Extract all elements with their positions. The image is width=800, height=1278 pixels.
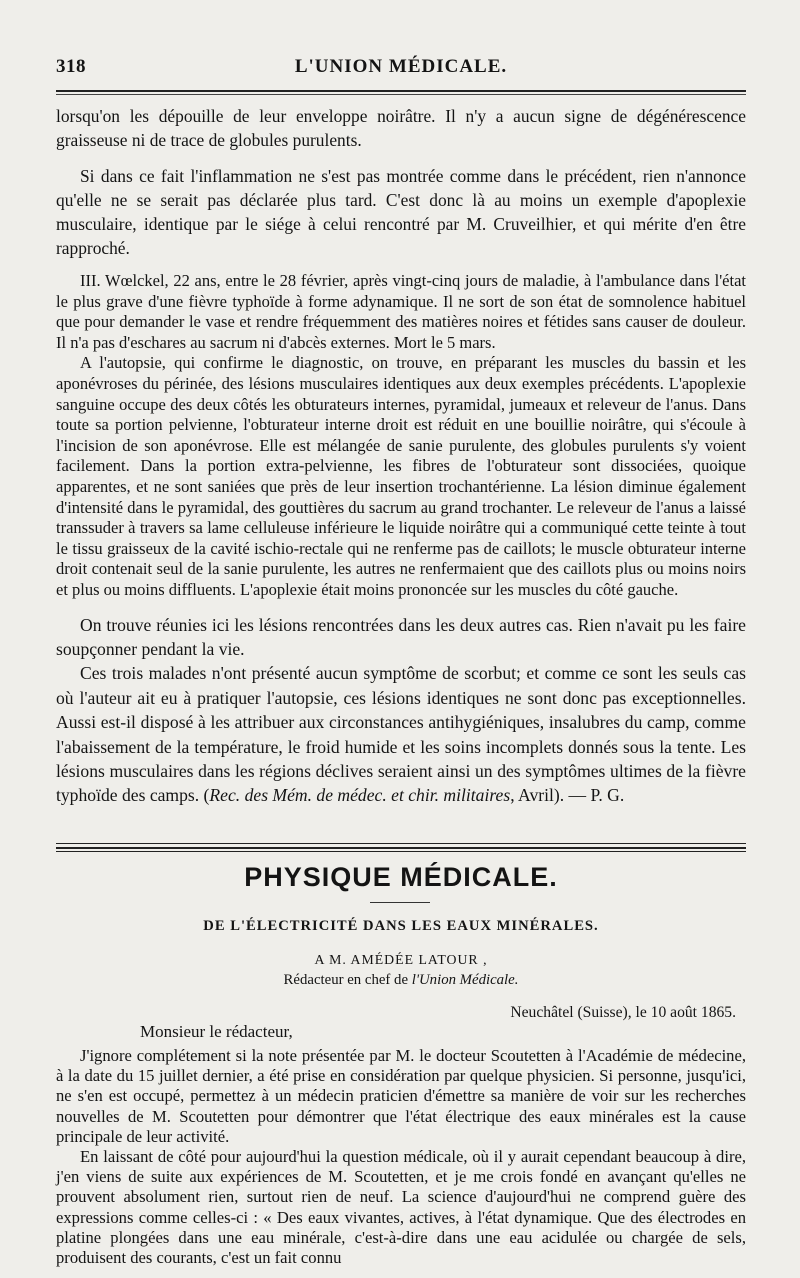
role-prefix: Rédacteur en chef de	[283, 972, 412, 988]
letter-salutation: Monsieur le rédacteur,	[140, 1022, 293, 1041]
header-rule	[56, 90, 746, 92]
paragraph-autopsy: A l'autopsie, qui confirme le diagnostic, on trouve, en préparant les muscles du bassin et les aponévroses du périnée, des lésions musculaires identiques aux deux exemples précédents. L'apoplexie sanguine occupe des deux côtés les obturateurs internes, pyramidal, jumeaux et releveur de l'anus. Dans toute sa portion pelvienne, l'obturateur interne droit est réduit en une bouillie noirâtre, qui s'écoule à l'incision de son aponévrose. Elle est mélangée de sanie purulente, des globules purulents s'y voient facilement. Dans la portion extra-pelvienne, les fibres de l'obturateur sont dissociées, quoique apparentes, et ne sont saniées que près de leur insertion trochantérienne. La lésion diminue également d'intensité dans le pyramidal, des gouttières du sacrum au grand trochanter. Le releveur de l'anus a laissé transsuder à travers sa lame celluleuse inférieure le liquide noirâtre qui a communiqué cette teinte à tout le tissu graisseux de la cavité ischio-rectale qui ne renferme pas de caillots; le muscle obturateur interne droit contenait seul de la sanie purulente, les autres ne renfermaient que des caillots plus ou moins noirs et plus ou moins diffluents. L'apoplexie était moins prononcée sur les muscles du côté gauche.	[56, 353, 746, 599]
article-subtitle: DE L'ÉLECTRICITÉ DANS LES EAUX MINÉRALES.	[203, 918, 599, 934]
paragraph-lesions-summary: On trouve réunies ici les lésions rencontrées dans les deux autres cas. Rien n'avait pu les faire soupçonner pendant la vie.	[56, 614, 746, 659]
running-head	[56, 56, 746, 86]
addressee-role	[56, 972, 746, 989]
conclusion-text: Ces trois malades n'ont présenté aucun symptôme de scorbut; et comme ce sont les seuls cas où l'auteur ait eu à pratiquer l'autopsie, ces lésions identiques ne sont donc pas exceptionnelles. Aussi est-il disposé à les attribuer aux circonstances antihygiéniques, insalubres du camp, comme l'abaissement de la température, le froid humide et les soins incomplets donnés sous la tente. Les lésions musculaires dans les régions déclives seraient ainsi un des symptômes ultimes de la fièvre typhoïde des camps. (	[56, 663, 746, 806]
letter-body	[56, 1046, 746, 1268]
title-underline	[370, 902, 430, 903]
paragraph-case-three: III. Wœlckel, 22 ans, entre le 28 février, après vingt-cinq jours de maladie, à l'ambulance dans l'état le plus grave d'une fièvre typhoïde à forme adynamique. Il ne sort de son état de somnolence habituel que pour demander le vase et rendre fréquemment des matières noires et fétides sans causer de douleur. Il n'a pas d'eschares au sacrum ni d'abcès externes. Mort le 5 mars.	[56, 271, 746, 352]
role-journal: l'Union Médicale.	[411, 972, 519, 988]
section-title: PHYSIQUE MÉDICALE.	[244, 862, 558, 892]
source-citation: Rec. des Mém. de médec. et chir. militaires	[209, 785, 511, 806]
page-number: 318	[56, 56, 86, 77]
paragraph-continuation: lorsqu'on les dépouille de leur enveloppe noirâtre. Il n'y a aucun signe de dégénérescence graisseuse ni de trace de globules purulents.	[56, 106, 746, 150]
author-signature: P. G.	[590, 785, 625, 806]
article-observations	[56, 104, 746, 808]
letter-paragraph-1: J'ignore complétement si la note présentée par M. le docteur Scoutetten à l'Académie de médecine, à la date du 15 juillet dernier, a été prise en considération par quelque physicien. Si personne, jusqu'ici, ne s'en est occupé, permettez à un médecin praticien d'émettre sa manière de voir sur les recherches nouvelles de M. Scoutetten pour démontrer que l'état électrique des eaux minérales est la cause principale de leur activité.	[56, 1046, 746, 1146]
letter-paragraph-2: En laissant de côté pour aujourd'hui la question médicale, où il y aurait cependant beaucoup à dire, j'en viens de suite aux expériences de M. Scoutetten, et je me crois fondé en avançant qu'elles ne prouvent absolument rien, surtout rien de neuf. La science d'aujourd'hui ne comprend guère des expressions comme celles-ci : « Des eaux vivantes, actives, à l'état dynamique. Que des électrodes en platine plongées dans une eau minérale, c'est-à-dire dans une eau acidulée ou chargée de sels, produisent des courants, c'est un fait connu	[56, 1147, 746, 1268]
journal-title: L'UNION MÉDICALE.	[294, 56, 508, 77]
conclusion-tail: , Avril). —	[510, 785, 591, 806]
section-separator-thick	[56, 847, 746, 849]
letter-addressee: A M. AMÉDÉE LATOUR ,	[314, 952, 488, 967]
header-rule-thin	[56, 94, 746, 95]
section-separator	[56, 843, 746, 844]
paragraph-apoplexy-remark: Si dans ce fait l'inflammation ne s'est pas montrée comme dans le précédent, rien n'annonce qu'elle ne se serait pas déclarée plus tard. C'est donc là au moins un exemple d'apoplexie musculaire, identique par le siége à celui rencontré par M. Cruveilhier, et qui mérite d'en être rapproché.	[56, 166, 746, 258]
paragraph-conclusion	[56, 661, 746, 807]
section-separator-lower	[56, 851, 746, 852]
letter-dateline: Neuchâtel (Suisse), le 10 août 1865.	[510, 1004, 736, 1021]
